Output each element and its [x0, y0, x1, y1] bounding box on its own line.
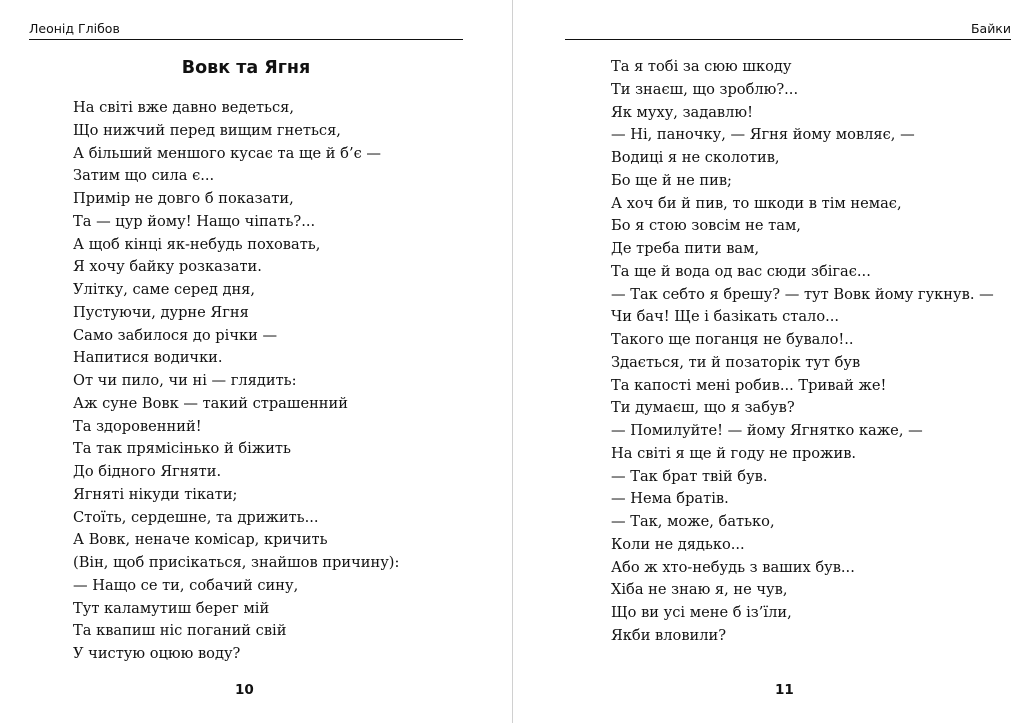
- poem-line: Та так прямісінько й біжить: [73, 440, 291, 458]
- running-header-author: Леонід Глібов: [29, 21, 120, 36]
- poem-line: Само забилося до річки —: [73, 326, 278, 344]
- poem-line: Я хочу байку розказати.: [73, 258, 262, 276]
- poem-line: Такого ще поганця не бувало!..: [611, 331, 854, 348]
- page-number: 10: [235, 682, 254, 698]
- running-header-book: Байки: [970, 21, 1011, 36]
- poem-line: На світі вже давно ведеться,: [73, 99, 294, 116]
- gutter-divider: [512, 0, 513, 723]
- poem-line: Та — цур йому! Нащо чіпать?...: [73, 212, 316, 230]
- poem-line: Бо ще й не пив;: [611, 171, 732, 189]
- poem-line: Аж суне Вовк — такий страшенний: [73, 394, 348, 412]
- poem-line: Хіба не знаю я, не чув,: [611, 581, 788, 599]
- poem-line: А більший меншого кусає та ще й б’є —: [73, 144, 382, 162]
- poem-lines: [611, 56, 994, 648]
- poem-line: Стоїть, сердешне, та дрижить...: [73, 508, 319, 526]
- poem-line: Затим що сила є...: [73, 167, 215, 185]
- poem-line: Улітку, саме серед дня,: [73, 281, 256, 298]
- page-number: 11: [775, 682, 794, 698]
- poem-line: А хоч би й пив, то шкоди в тім немає,: [611, 194, 902, 212]
- poem-line: Як муху, задавлю!: [611, 103, 753, 121]
- poem-line: Здається, ти й позаторік тут був: [611, 353, 861, 371]
- poem-line: От чи пило, чи ні — глядить:: [73, 372, 297, 389]
- poem-line: Або ж хто-небудь з ваших був...: [611, 558, 855, 576]
- poem-line: Бо я стою зовсім не там,: [611, 217, 801, 235]
- poem-line: Пустуючи, дурне Ягня: [73, 303, 249, 321]
- poem-line: Водиці я не сколотив,: [611, 149, 780, 166]
- poem-line: Та квапиш ніс поганий свій: [73, 622, 287, 640]
- poem-line: Та здоровенний!: [73, 417, 202, 435]
- poem-line: Коли не дядько...: [611, 535, 745, 553]
- poem-title: Вовк та Ягня: [181, 58, 311, 78]
- poem-line: — Так, може, батько,: [611, 513, 775, 530]
- poem-line: Тут каламутиш берег мій: [73, 599, 270, 617]
- poem-line: Напитися водички.: [73, 349, 223, 367]
- poem-line: Ягняті нікуди тікати;: [73, 485, 238, 503]
- poem-line: На світі я ще й году не прожив.: [611, 444, 857, 462]
- poem-line: Якби вловили?: [611, 626, 727, 644]
- poem-line: — Так себто я брешу? — тут Вовк йому гукнув. —: [611, 285, 994, 303]
- poem-line: — Ні, паночку, — Ягня йому мовляє, —: [611, 126, 915, 144]
- poem-line: Ти думаєш, що я забув?: [611, 399, 795, 417]
- poem-line: Що нижчий перед вищим гнеться,: [73, 121, 341, 139]
- poem-line: Та я тобі за сюю шкоду: [611, 58, 792, 75]
- poem-line: — Так брат твій був.: [611, 467, 768, 485]
- poem-line: До бідного Ягняти.: [73, 463, 222, 480]
- poem-line: Ти знаєш, що зроблю?...: [611, 80, 799, 98]
- header-rule: [29, 39, 463, 40]
- poem-line: Де треба пити вам,: [611, 240, 760, 257]
- poem-line: Та ще й вода од вас сюди збігає...: [611, 262, 871, 280]
- poem-line: Та капості мені робив... Тривай же!: [611, 376, 887, 394]
- poem-line: А Вовк, неначе комісар, кричить: [73, 531, 328, 549]
- poem-line: (Він, щоб присікаться, знайшов причину):: [73, 554, 400, 571]
- poem-line: Примір не довго б показати,: [73, 190, 294, 207]
- poem-line: Чи бач! Ще і базікать стало...: [611, 308, 840, 326]
- header-rule: [565, 39, 1011, 40]
- poem-line: — Нащо се ти, собачий сину,: [73, 576, 299, 594]
- poem-line: У чистую оцюю воду?: [73, 645, 241, 662]
- poem-line: — Помилуйте! — йому Ягнятко каже, —: [611, 422, 923, 439]
- poem-line: А щоб кінці як-небудь поховать,: [73, 235, 321, 253]
- poem-lines: [73, 97, 399, 666]
- left-page: [0, 0, 512, 723]
- right-page: [514, 0, 1025, 723]
- poem-line: Що ви усі мене б із’їли,: [611, 604, 792, 621]
- poem-line: — Нема братів.: [611, 490, 729, 508]
